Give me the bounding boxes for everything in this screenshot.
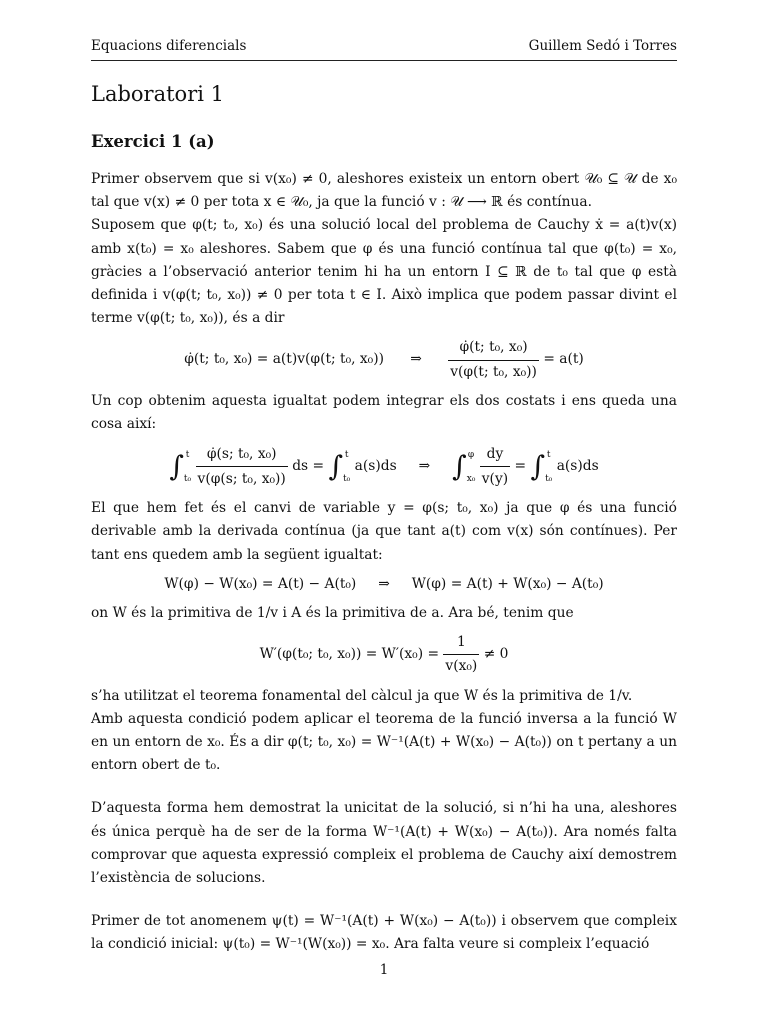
- page-title: Laboratori 1: [91, 82, 224, 106]
- paragraph: Un cop obtenim aquesta igualtat podem integrar els dos costats i ens queda una cosa així:: [91, 392, 677, 433]
- equation-part: ≠ 0: [483, 646, 509, 663]
- upper-limit: t: [546, 449, 551, 460]
- upper-limit: φ: [467, 449, 475, 460]
- denominator: v(φ(s; t₀, x₀)): [197, 471, 286, 488]
- equation-part: a(s)ds: [556, 458, 599, 475]
- paragraph: Primer observem que si v(x₀) ≠ 0, aleshores existeix un entorn obert 𝒰₀ ⊆ 𝒰 de x₀ tal que v(x) ≠ 0 per tota x ∈ 𝒰₀, ja que la funció v : 𝒰 ⟶ ℝ és contínua.: [91, 171, 677, 211]
- equation-part: a(s)ds: [354, 458, 397, 475]
- equation-part: ds =: [292, 458, 325, 475]
- header-course: Equacions diferencials: [91, 38, 247, 54]
- lower-limit: t₀: [183, 473, 192, 484]
- integral-limits: [343, 443, 350, 491]
- lower-limit: t₀: [343, 473, 351, 484]
- fraction: [480, 442, 510, 491]
- integral-limits: [545, 443, 552, 491]
- denominator: v(x₀): [445, 658, 478, 675]
- section-title: Exercici 1 (a): [91, 132, 215, 151]
- running-header: [91, 38, 677, 61]
- header-author: Guillem Sedó i Torres: [528, 38, 677, 54]
- fraction: [443, 631, 479, 678]
- integral-sign: ∫: [169, 449, 184, 483]
- integral-limits: [467, 443, 476, 491]
- denominator: v(φ(t; t₀, x₀)): [450, 363, 537, 380]
- fraction: [448, 336, 539, 383]
- denominator: v(y): [481, 471, 509, 488]
- integral-sign: ∫: [530, 449, 546, 483]
- lower-limit: x₀: [466, 473, 476, 484]
- upper-limit: t: [185, 449, 190, 460]
- equation-3: W(φ) − W(x₀) = A(t) − A(t₀) ⇒ W(φ) = A(t) + W(x₀) − A(t₀): [164, 575, 604, 592]
- equation-part: φ̇(t; t₀, x₀) = a(t)v(φ(t; t₀, x₀)): [184, 351, 384, 368]
- integral-limits: [184, 443, 191, 491]
- numerator: 1: [443, 631, 479, 655]
- lower-limit: t₀: [545, 473, 553, 484]
- body-text: [91, 168, 677, 957]
- equation-1: [91, 336, 677, 383]
- equation-4: [91, 631, 677, 678]
- integral-sign: ∫: [452, 449, 467, 483]
- fraction: [196, 442, 288, 491]
- numerator: φ̇(s; t₀, x₀): [196, 442, 288, 467]
- page-number: 1: [379, 962, 389, 978]
- paragraph: s’ha utilitzat el teorema fonamental del càlcul ja que W és la primitiva de 1/v.: [91, 687, 633, 704]
- paragraph: on W és la primitiva de 1/v i A és la primitiva de a. Ara bé, tenim que: [91, 605, 574, 622]
- paragraph: El que hem fet és el canvi de variable y = φ(s; t₀, x₀) ja que φ és una funció derivable amb la derivada contínua (ja que tant a(t) com v(x) són contínues). Per tant ens quedem amb la següent igualtat:: [91, 500, 677, 563]
- equation-part: W′(φ(t₀; t₀, x₀)) = W′(x₀) =: [259, 646, 440, 663]
- integral-sign: ∫: [328, 449, 344, 483]
- paragraph: Suposem que φ(t; t₀, x₀) és una solució local del problema de Cauchy ẋ = a(t)v(x) amb x(t₀) = x₀ aleshores. Sabem que φ és una funció contínua tal que φ(t₀) = x₀, gràcies a l’observació anterior tenim hi ha un entorn I ⊆ ℝ de t₀ tal que φ està definida i v(φ(t; t₀, x₀)) ≠ 0 per tota t ∈ I. Això implica que podem passar divint el terme v(φ(t; t₀, x₀)), és a dir: [91, 217, 677, 327]
- paragraph: Primer de tot anomenem ψ(t) = W⁻¹(A(t) + W(x₀) − A(t₀)) i observem que compleix la condició inicial: ψ(t₀) = W⁻¹(W(x₀)) = x₀. Ara falta veure si compleix l’equació: [91, 913, 677, 953]
- equation-2: [91, 442, 677, 491]
- implies-arrow: ⇒: [410, 351, 422, 368]
- paragraph: Amb aquesta condició podem aplicar el teorema de la funció inversa a la funció W en un entorn de x₀. És a dir φ(t; t₀, x₀) = W⁻¹(A(t) + W(x₀) − A(t₀)) on t pertany a un entorn obert de t₀.: [91, 710, 677, 774]
- implies-arrow: ⇒: [418, 458, 431, 475]
- paragraph: D’aquesta forma hem demostrat la unicitat de la solució, si n’hi ha una, aleshores és única perquè ha de ser de la forma W⁻¹(A(t) + W(x₀) − A(t₀)). Ara només falta comprovar que aquesta expressió compleix el problema de Cauchy així demostrem l’existència de solucions.: [91, 800, 677, 887]
- upper-limit: t: [344, 449, 349, 460]
- numerator: φ̇(t; t₀, x₀): [448, 336, 539, 360]
- equation-part: =: [514, 458, 527, 475]
- equation-part: = a(t): [543, 351, 584, 368]
- numerator: dy: [480, 442, 510, 467]
